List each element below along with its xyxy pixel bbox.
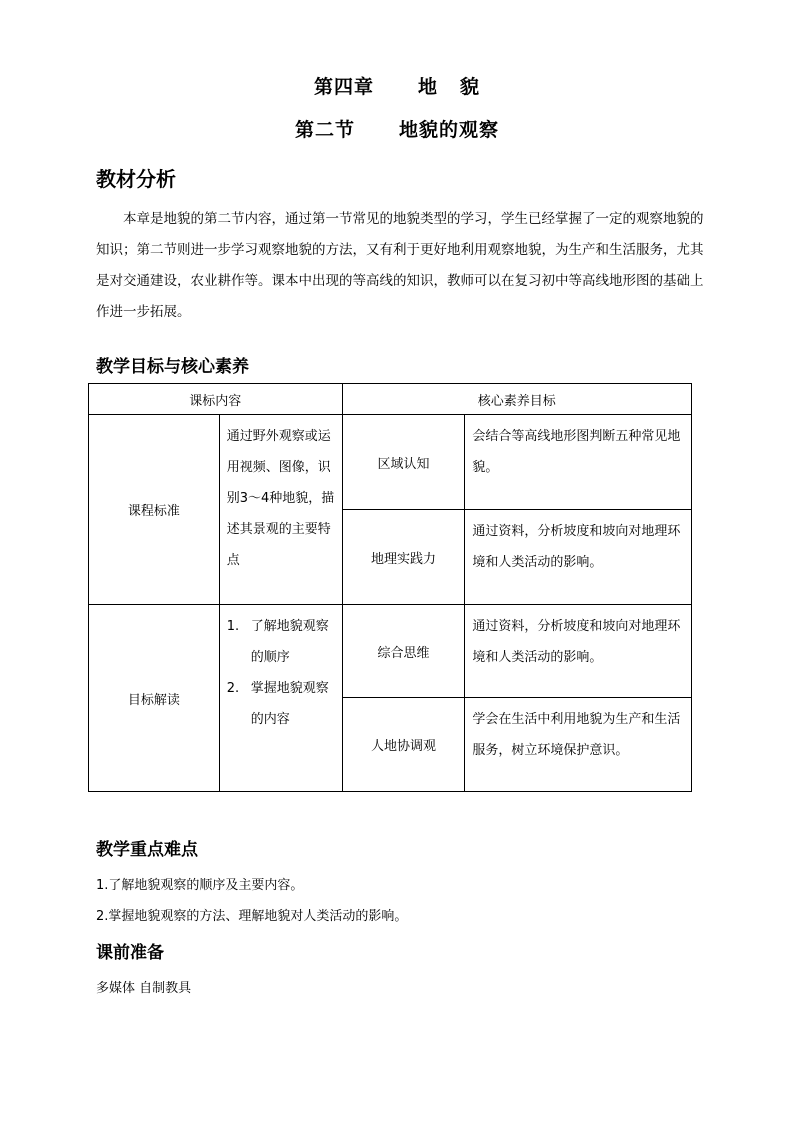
material-analysis-text: 本章是地貌的第二节内容，通过第一节常见的地貌类型的学习，学生已经掌握了一定的观察地貌的知识；第二节则进一步学习观察地貌的方法，又有利于更好地利用观察地貌，为生产和生活服务，尤其是对交通建设，农业耕作等。课本中出现的等高线的知识，教师可以在复习初中等高线地形图的基础上作进一步拓展。 <box>96 211 704 320</box>
standard-content: 通过野外观察或运用视频、图像，识别3～4种地貌，描述其景观的主要特点 <box>226 429 335 568</box>
goals-heading: 教学目标与核心素养 <box>96 357 249 377</box>
list-item-continued: 的内容 <box>250 712 290 727</box>
header-standard-content: 课标内容 <box>89 384 343 415</box>
literacy-target-cell <box>465 510 692 605</box>
section-name: 地貌的观察 <box>399 119 500 141</box>
table-row <box>89 605 692 698</box>
interpretation-cell <box>219 605 342 792</box>
interpretation-label: 目标解读 <box>89 605 220 792</box>
key-points-heading: 教学重点难点 <box>96 840 198 860</box>
literacy-name: 综合思维 <box>342 605 465 698</box>
section-number: 第二节 <box>294 119 355 141</box>
table-header-row <box>89 384 692 415</box>
interpretation-list <box>220 605 342 735</box>
standard-label: 课程标准 <box>89 415 220 605</box>
literacy-name: 区域认知 <box>342 415 465 510</box>
table-row <box>89 415 692 510</box>
chapter-title <box>0 72 794 99</box>
chapter-number: 第四章 <box>313 76 374 98</box>
literacy-target: 会结合等高线地形图判断五种常见地貌。 <box>472 429 681 475</box>
header-literacy-goals: 核心素养目标 <box>342 384 691 415</box>
key-point-item: 1.了解地貌观察的顺序及主要内容。 <box>96 878 304 893</box>
chapter-name-2: 貌 <box>460 76 481 98</box>
list-item: 1. 了解地貌观察 <box>226 619 329 634</box>
preparation-text: 多媒体 自制教具 <box>96 981 192 996</box>
literacy-target-cell <box>465 605 692 698</box>
list-item: 2. 掌握地貌观察 <box>226 681 329 696</box>
standard-content-cell <box>219 415 342 605</box>
chapter-name-1: 地 <box>417 76 438 98</box>
list-item-continued: 的顺序 <box>250 650 290 665</box>
literacy-target: 学会在生活中利用地貌为生产和生活服务，树立环境保护意识。 <box>472 712 681 758</box>
section-title <box>0 115 794 142</box>
literacy-target-cell <box>465 698 692 792</box>
literacy-target-cell <box>465 415 692 510</box>
preparation-heading: 课前准备 <box>96 943 164 963</box>
key-point-item: 2.掌握地貌观察的方法、理解地貌对人类活动的影响。 <box>96 909 408 924</box>
literacy-target: 通过资料，分析坡度和坡向对地理环境和人类活动的影响。 <box>472 619 681 665</box>
goals-table <box>88 383 692 792</box>
literacy-name: 地理实践力 <box>342 510 465 605</box>
literacy-name: 人地协调观 <box>342 698 465 792</box>
literacy-target: 通过资料，分析坡度和坡向对地理环境和人类活动的影响。 <box>472 524 681 570</box>
material-analysis-heading: 教材分析 <box>96 167 176 191</box>
